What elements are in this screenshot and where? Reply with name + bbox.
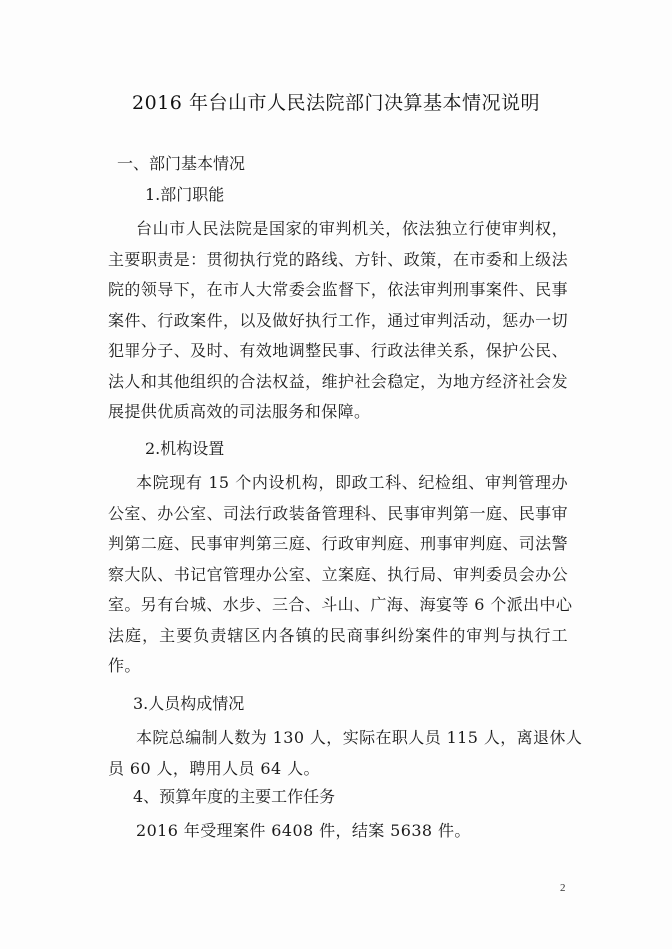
subsection-heading-tasks: 4、预算年度的主要工作任务 — [133, 787, 336, 806]
subsection-heading-structure: 2.机构设置 — [145, 439, 225, 458]
paragraph-line: 察大队、书记官管理办公室、立案庭、执行局、审判委员会办公 — [108, 564, 568, 584]
paragraph-line: 本院现有 15 个内设机构，即政工科、纪检组、审判管理办 — [136, 473, 568, 492]
subsection-heading-functions: 1.部门职能 — [145, 185, 225, 204]
paragraph-functions — [108, 214, 568, 428]
document-title: 2016 年台山市人民法院部门决算基本情况说明 — [132, 92, 540, 114]
paragraph-line: 主要职责是：贯彻执行党的路线、方针、政策，在市委和上级法 — [108, 249, 568, 269]
paragraph-line: 判第二庭、民事审判第三庭、行政审判庭、刑事审判庭、司法警 — [108, 534, 568, 553]
paragraph-line: 2016 年受理案件 6408 件，结案 5638 件。 — [136, 821, 471, 840]
paragraph-line: 案件、行政案件，以及做好执行工作，通过审判活动，惩办一切 — [108, 310, 568, 330]
paragraph-structure — [108, 468, 573, 682]
paragraph-line: 室。另有台城、水步、三合、斗山、广海、海宴等 6 个派出中心 — [108, 595, 573, 614]
paragraph-line: 公室、办公室、司法行政装备管理科、民事审判第一庭、民事审 — [108, 503, 568, 523]
paragraph-staff — [108, 723, 583, 784]
paragraph-line: 本院总编制人数为 130 人，实际在职人员 115 人，离退休人 — [136, 728, 583, 747]
paragraph-line: 法人和其他组织的合法权益，维护社会稳定，为地方经济社会发 — [108, 371, 568, 391]
subsection-heading-staff: 3.人员构成情况 — [133, 694, 245, 713]
paragraph-line: 展提供优质高效的司法服务和保障。 — [108, 402, 371, 421]
paragraph-tasks — [108, 816, 568, 847]
paragraph-line: 员 60 人，聘用人员 64 人。 — [108, 758, 320, 778]
paragraph-line: 犯罪分子、及时、有效地调整民事、行政法律关系，保护公民、 — [108, 341, 568, 360]
paragraph-line: 作。 — [108, 656, 141, 675]
section-heading-1: 一、部门基本情况 — [117, 154, 246, 173]
page-number: 2 — [560, 882, 566, 894]
paragraph-line: 法庭，主要负责辖区内各镇的民商事纠纷案件的审判与执行工 — [108, 625, 568, 645]
paragraph-line: 台山市人民法院是国家的审判机关，依法独立行使审判权， — [136, 219, 568, 238]
paragraph-line: 院的领导下，在市人大常委会监督下，依法审判刑事案件、民事 — [108, 280, 568, 299]
